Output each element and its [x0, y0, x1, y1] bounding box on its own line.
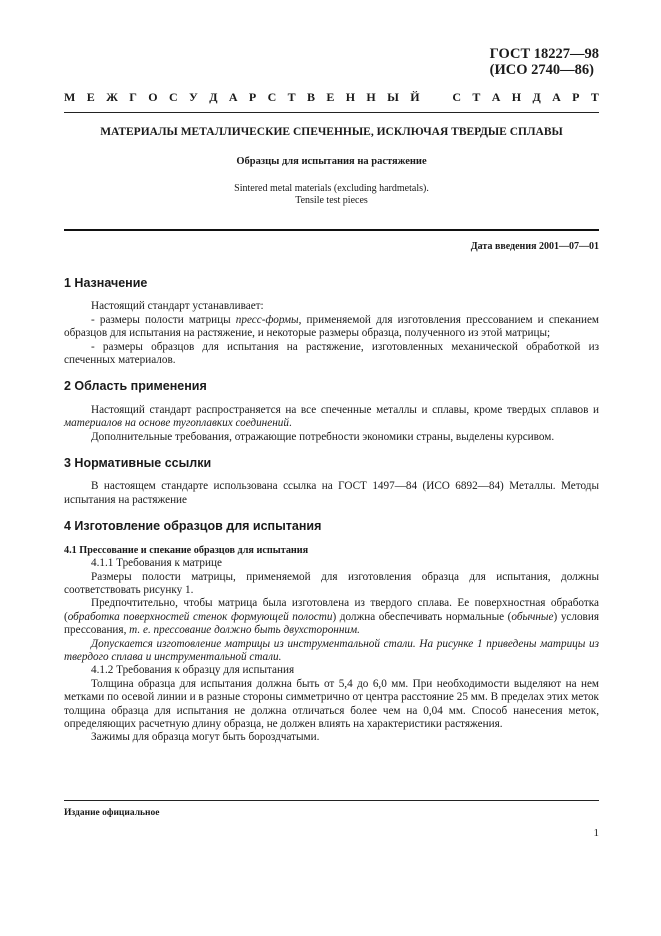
banner-letter: Т	[287, 90, 296, 104]
introduction-date: Дата введения 2001—07—01	[470, 241, 599, 252]
page-number: 1	[593, 827, 599, 839]
banner-letter: Д	[209, 90, 218, 104]
banner-letter: Р	[572, 90, 580, 104]
banner-letter: Н	[511, 90, 522, 104]
banner-letter: В	[306, 90, 315, 104]
section-2-heading: 2 Область применения	[64, 379, 207, 394]
banner-gap	[431, 90, 441, 105]
title-rule	[64, 229, 599, 231]
clause-4-1-2-label: 4.1.2 Требования к образцу для испытания	[91, 664, 295, 677]
clause-4-1-1-paragraph: Размеры полости матрицы, применяемой для изготовления образца для испытания, должны соответствовать рисунку 1.	[64, 570, 599, 596]
clause-4-1-1-paragraph: Предпочтительно, чтобы матрица была изготовлена из твердого сплава. Ее поверхностная обработка (обработка поверхностей стенок формующей полости) должна обеспечивать нормальные (обычные) условия прессования, т. е. прессование должно быть двухсторонним.	[64, 597, 599, 637]
official-edition-label: Издание официальное	[64, 808, 160, 818]
section-1-paragraph: - размеры образцов для испытания на растяжение, изготовленных механической обработкой из спеченных материалов.	[64, 340, 599, 367]
document-title: МАТЕРИАЛЫ МЕТАЛЛИЧЕСКИЕ СПЕЧЕННЫЕ, ИСКЛЮЧАЯ ТВЕРДЫЕ СПЛАВЫ	[100, 126, 563, 138]
iso-number: (ИСО 2740—86)	[489, 62, 594, 78]
italic-text: пресс-формы	[235, 313, 299, 326]
document-body	[64, 277, 599, 745]
italic-text: материалов на основе тугоплавких соединений	[64, 417, 289, 430]
banner-letter: С	[169, 90, 178, 104]
clause-4-1-2-paragraph: Толщина образца для испытания должна быть от 5,4 до 6,0 мм. При необходимости выделяют на нем метками по осевой линии и в разные стороны симметрично от центра расстояние 25 мм. В пределах этих меток толщина образца для испытания не должна отличаться более чем на 0,04 мм. Способ нанесения меток, определяющих расчетную длину образца, не должен влиять на характеристики растяжения.	[64, 677, 599, 730]
gost-number: ГОСТ 18227—98	[489, 46, 599, 62]
banner-letter: Т	[472, 90, 481, 104]
banner-letter: Е	[86, 90, 95, 104]
section-3-heading: 3 Нормативные ссылки	[64, 456, 212, 471]
section-1-paragraph: - размеры полости матрицы пресс-формы, применяемой для изготовления прессованием и спеканием образцов для испытания на растяжение, и некоторые размеры образца, полученного из этой матрицы;	[64, 313, 599, 340]
banner-letter: Е	[326, 90, 335, 104]
banner-letter: У	[189, 90, 198, 104]
section-4-heading: 4 Изготовление образцов для испытания	[64, 519, 322, 534]
document-subtitle: Образцы для испытания на растяжение	[236, 156, 427, 167]
banner-letter: А	[228, 90, 238, 104]
banner-letter: Р	[248, 90, 257, 104]
banner-letter: Т	[590, 90, 599, 104]
banner-letter: М	[64, 90, 76, 104]
banner-letter: Г	[129, 90, 137, 104]
banner-letter: Н	[366, 90, 376, 104]
clause-4-1-1-label: 4.1.1 Требования к матрице	[91, 557, 222, 570]
banner-letter: О	[148, 90, 158, 104]
section-1-heading: 1 Назначение	[64, 276, 148, 290]
interstate-standard-banner	[64, 90, 599, 105]
banner-letter: С	[452, 90, 462, 104]
english-title	[64, 183, 599, 207]
banner-letter: Ы	[387, 90, 399, 104]
banner-letter: С	[267, 90, 277, 104]
section-2-paragraph: Настоящий стандарт распространяется на все спеченные металлы и сплавы, кроме твердых сплавов и материалов на основе тугоплавких соединений.	[64, 403, 599, 430]
clause-4-1-1-italic-paragraph: Допускается изготовление матрицы из инструментальной стали. На рисунке 1 приведены матрицы из твердого сплава и инструментальной стали.	[64, 637, 599, 663]
header-rule	[64, 112, 599, 113]
footer-rule	[64, 800, 599, 801]
section-1-paragraph: Настоящий стандарт устанавливает:	[91, 300, 264, 313]
gost-code	[490, 46, 599, 78]
banner-letter: А	[491, 90, 501, 104]
section-3-paragraph: В настоящем стандарте использована ссылка на ГОСТ 1497—84 (ИСО 6892—84) Металлы. Методы испытания на растяжение	[64, 480, 599, 506]
banner-letter: Й	[410, 90, 420, 104]
clause-4-1-2-paragraph: Зажимы для образца могут быть бороздчатыми.	[91, 731, 320, 744]
banner-letter: А	[552, 90, 561, 104]
banner-letter: Ж	[106, 90, 118, 104]
banner-letter: Н	[345, 90, 356, 104]
section-2-paragraph: Дополнительные требования, отражающие потребности экономики страны, выделены курсивом.	[91, 430, 555, 443]
subsection-4-1-heading: 4.1 Прессование и спекание образцов для испытания	[64, 544, 309, 556]
banner-letter: Д	[532, 90, 541, 104]
english-title-line1: Sintered metal materials (excluding hardmetals).	[234, 183, 429, 194]
english-title-line2: Tensile test pieces	[295, 195, 368, 206]
